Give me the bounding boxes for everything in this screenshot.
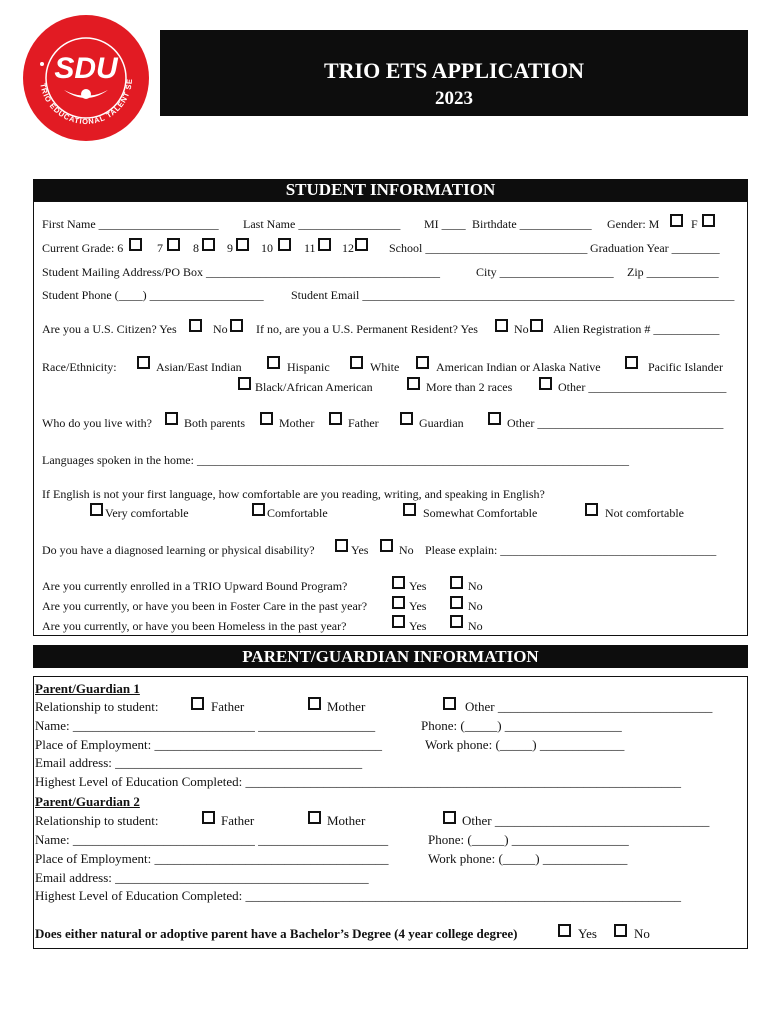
disability-question: Do you have a diagnosed learning or physical disability?	[42, 543, 315, 557]
parent1-email-field[interactable]: Email address: ______________________________________	[35, 755, 363, 770]
grade-label: Current Grade: 6	[42, 241, 124, 255]
grade-6-checkbox[interactable]	[129, 238, 142, 251]
live-with-question: Who do you live with?	[42, 416, 152, 430]
live-other-checkbox[interactable]	[488, 412, 501, 425]
grade-10-checkbox[interactable]	[278, 238, 291, 251]
race-white-label: White	[370, 360, 400, 374]
grade-9-label: 9	[227, 241, 233, 255]
live-both-label: Both parents	[184, 416, 245, 430]
parent1-title: Parent/Guardian 1	[35, 681, 140, 696]
parent1-father-checkbox[interactable]	[191, 697, 204, 710]
race-hispanic-label: Hispanic	[287, 360, 330, 374]
race-black-label: Black/African American	[255, 380, 373, 394]
birthdate-field[interactable]: Birthdate ____________	[472, 217, 592, 231]
race-asian-checkbox[interactable]	[137, 356, 150, 369]
foster-care-no-label: No	[468, 599, 483, 613]
parent1-mother-label: Mother	[327, 699, 366, 714]
grade-8-checkbox[interactable]	[202, 238, 215, 251]
permanent-resident-question: If no, are you a U.S. Permanent Resident? Yes	[256, 322, 478, 336]
live-other-field[interactable]: Other _______________________________	[507, 416, 724, 430]
live-guardian-label: Guardian	[419, 416, 464, 430]
live-both-checkbox[interactable]	[165, 412, 178, 425]
parent-section-title: PARENT/GUARDIAN INFORMATION	[242, 647, 539, 666]
homeless-no-checkbox[interactable]	[450, 615, 463, 628]
title-bar	[160, 30, 748, 116]
bachelor-yes-label: Yes	[578, 926, 597, 941]
city-field[interactable]: City ___________________	[476, 265, 614, 279]
parent2-mother-label: Mother	[327, 813, 366, 828]
logo-seal-icon	[22, 14, 150, 142]
parent2-work-phone-field[interactable]: Work phone: (_____) _____________	[428, 851, 628, 866]
upward-bound-yes-label: Yes	[409, 579, 427, 593]
grade-7-checkbox[interactable]	[167, 238, 180, 251]
student-section-title: STUDENT INFORMATION	[285, 180, 496, 199]
alien-registration-field[interactable]: Alien Registration # ___________	[553, 322, 720, 336]
upward-bound-yes-checkbox[interactable]	[392, 576, 405, 589]
citizen-no-label: No	[213, 322, 228, 336]
mailing-address-field[interactable]: Student Mailing Address/PO Box _______________________________________	[42, 265, 441, 279]
grade-8-label: 8	[193, 241, 199, 255]
english-somewhat-label: Somewhat Comfortable	[423, 506, 538, 520]
svg-text:TRIO EDUCATIONAL TALENT SEARCH: TRIO EDUCATIONAL TALENT SE	[38, 77, 135, 127]
race-white-checkbox[interactable]	[350, 356, 363, 369]
homeless-yes-checkbox[interactable]	[392, 615, 405, 628]
parent1-phone-field[interactable]: Phone: (_____) __________________	[421, 718, 622, 733]
parent1-employment-field[interactable]: Place of Employment: ___________________________________	[35, 737, 383, 752]
homeless-yes-label: Yes	[409, 619, 427, 633]
trio-upward-bound-question: Are you currently enrolled in a TRIO Upward Bound Program?	[42, 579, 348, 593]
bachelor-no-checkbox[interactable]	[614, 924, 627, 937]
languages-field[interactable]: Languages spoken in the home: ________________________________________________________________________	[42, 453, 629, 467]
parent1-other-field[interactable]: Other _________________________________	[465, 699, 713, 714]
parent-section-header	[33, 645, 748, 668]
grade-7-label: 7	[157, 241, 163, 255]
bachelor-no-label: No	[634, 926, 650, 941]
bachelor-yes-checkbox[interactable]	[558, 924, 571, 937]
resident-no-checkbox[interactable]	[530, 319, 543, 332]
foster-care-yes-checkbox[interactable]	[392, 596, 405, 609]
race-more-checkbox[interactable]	[407, 377, 420, 390]
grade-11-label: 11	[304, 241, 316, 255]
grade-9-checkbox[interactable]	[236, 238, 249, 251]
citizen-question: Are you a U.S. Citizen? Yes	[42, 322, 177, 336]
trio-ets-logo	[22, 14, 150, 142]
graduation-year-field[interactable]: Graduation Year ________	[590, 241, 720, 255]
live-mother-label: Mother	[279, 416, 315, 430]
parent1-father-label: Father	[211, 699, 245, 714]
race-american-indian-checkbox[interactable]	[416, 356, 429, 369]
gender-f-label: F	[691, 217, 698, 231]
grade-11-checkbox[interactable]	[318, 238, 331, 251]
school-field[interactable]: School ___________________________	[389, 241, 588, 255]
resident-no-label: No	[514, 322, 529, 336]
race-black-checkbox[interactable]	[238, 377, 251, 390]
svg-text:SDU: SDU	[54, 52, 118, 85]
parent2-father-checkbox[interactable]	[202, 811, 215, 824]
parent2-father-label: Father	[221, 813, 255, 828]
citizen-no-checkbox[interactable]	[230, 319, 243, 332]
upward-bound-no-checkbox[interactable]	[450, 576, 463, 589]
parent2-mother-checkbox[interactable]	[308, 811, 321, 824]
parent2-other-field[interactable]: Other _________________________________	[462, 813, 710, 828]
live-mother-checkbox[interactable]	[260, 412, 273, 425]
race-pacific-checkbox[interactable]	[625, 356, 638, 369]
grade-10-label: 10	[261, 241, 273, 255]
parent1-relationship-label: Relationship to student:	[35, 699, 159, 714]
parent2-employment-field[interactable]: Place of Employment: ____________________________________	[35, 851, 389, 866]
parent2-relationship-label: Relationship to student:	[35, 813, 159, 828]
race-hispanic-checkbox[interactable]	[267, 356, 280, 369]
parent2-name-field[interactable]: Name: ____________________________ ____________________	[35, 832, 389, 847]
parent2-title: Parent/Guardian 2	[35, 794, 140, 809]
race-american-indian-label: American Indian or Alaska Native	[436, 360, 601, 374]
race-more-label: More than 2 races	[426, 380, 513, 394]
live-father-label: Father	[348, 416, 379, 430]
bachelor-question: Does either natural or adoptive parent have a Bachelor’s Degree (4 year college degree)	[35, 926, 518, 941]
gender-f-checkbox[interactable]	[702, 214, 715, 227]
parent2-other-checkbox[interactable]	[443, 811, 456, 824]
parent1-education-field[interactable]: Highest Level of Education Completed: ___________________________________________________________________	[35, 774, 681, 789]
race-other-checkbox[interactable]	[539, 377, 552, 390]
homeless-no-label: No	[468, 619, 483, 633]
disability-explain-field[interactable]: Please explain: ____________________________________	[425, 543, 717, 557]
parent1-mother-checkbox[interactable]	[308, 697, 321, 710]
english-very-checkbox[interactable]	[90, 503, 103, 516]
student-section-header	[33, 179, 748, 201]
title-spacer	[160, 30, 748, 58]
student-email-field[interactable]: Student Email ______________________________________________________________	[291, 288, 735, 302]
parent2-phone-field[interactable]: Phone: (_____) __________________	[428, 832, 629, 847]
english-comfortable-label: Comfortable	[267, 506, 328, 520]
grade-12-label: 12	[342, 241, 354, 255]
live-guardian-checkbox[interactable]	[400, 412, 413, 425]
race-other-field[interactable]: Other _______________________	[558, 380, 727, 394]
grade-12-checkbox[interactable]	[355, 238, 368, 251]
mi-field[interactable]: MI ____	[424, 217, 466, 231]
english-comfortable-checkbox[interactable]	[252, 503, 265, 516]
foster-care-yes-label: Yes	[409, 599, 427, 613]
disability-no-label: No	[399, 543, 414, 557]
parent1-other-checkbox[interactable]	[443, 697, 456, 710]
foster-care-question: Are you currently, or have you been in Foster Care in the past year?	[42, 599, 368, 613]
page-year: 2023	[435, 88, 473, 109]
homeless-question: Are you currently, or have you been Homeless in the past year?	[42, 619, 347, 633]
foster-care-no-checkbox[interactable]	[450, 596, 463, 609]
english-somewhat-checkbox[interactable]	[403, 503, 416, 516]
first-name-field[interactable]: First Name ____________________	[42, 217, 219, 231]
parent1-name-field[interactable]: Name: ____________________________ __________________	[35, 718, 376, 733]
upward-bound-no-label: No	[468, 579, 483, 593]
english-question: If English is not your first language, how comfortable are you reading, writing, and speaking in English?	[42, 487, 545, 501]
disability-yes-label: Yes	[351, 543, 369, 557]
race-asian-label: Asian/East Indian	[156, 360, 242, 374]
page-title: TRIO ETS APPLICATION	[324, 58, 584, 83]
last-name-field[interactable]: Last Name _________________	[243, 217, 401, 231]
gender-m-checkbox[interactable]	[670, 214, 683, 227]
disability-no-checkbox[interactable]	[380, 539, 393, 552]
resident-yes-checkbox[interactable]	[495, 319, 508, 332]
english-not-label: Not comfortable	[605, 506, 684, 520]
parent1-work-phone-field[interactable]: Work phone: (_____) _____________	[425, 737, 625, 752]
citizen-yes-checkbox[interactable]	[189, 319, 202, 332]
student-phone-field[interactable]: Student Phone (____) ___________________	[42, 288, 264, 302]
english-very-label: Very comfortable	[105, 506, 189, 520]
english-not-checkbox[interactable]	[585, 503, 598, 516]
disability-yes-checkbox[interactable]	[335, 539, 348, 552]
gender-label: Gender: M	[607, 217, 660, 231]
parent2-email-field[interactable]: Email address: _______________________________________	[35, 870, 369, 885]
race-label: Race/Ethnicity:	[42, 360, 117, 374]
parent2-education-field[interactable]: Highest Level of Education Completed: ___________________________________________________________________	[35, 888, 681, 903]
race-pacific-label: Pacific Islander	[648, 360, 723, 374]
live-father-checkbox[interactable]	[329, 412, 342, 425]
zip-field[interactable]: Zip ____________	[627, 265, 719, 279]
